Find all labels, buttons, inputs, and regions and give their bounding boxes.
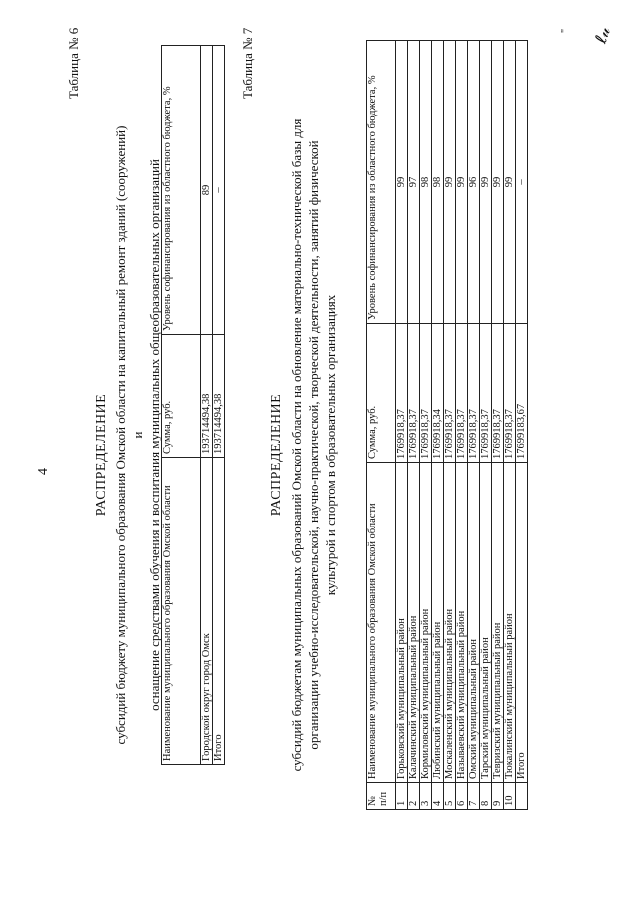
table6-header-name: Наименование муниципального образования Омской области	[162, 458, 201, 765]
table7-cell-level: 99	[444, 41, 456, 324]
table7	[366, 40, 528, 810]
table7-cell-level: 99	[504, 41, 516, 324]
table7-subtitle-line2: организации учебно-исследовательской, научно-практической, творческой деятельности, занятий физической	[306, 140, 321, 750]
table7-cell-no: 3	[420, 783, 432, 810]
table-row	[201, 46, 213, 765]
table7-cell-no: 1	[396, 783, 408, 810]
table7-cell-name: Тевризский муниципальный район	[492, 463, 504, 783]
table6-label: Таблица № 6	[66, 27, 81, 99]
table7-cell-name: Называевский муниципальный район	[456, 463, 468, 783]
table7-cell-name: Горьковский муниципальный район	[396, 463, 408, 783]
table6-subtitle-line1: субсидий бюджету муниципального образования Омской области на капитальный ремонт зданий (сооружений) и	[113, 125, 145, 745]
table7-cell-level: 99	[456, 41, 468, 324]
table6-subtitle	[112, 125, 163, 745]
table-row	[408, 41, 420, 810]
handwritten-mark: ℓ𝓊	[590, 24, 615, 46]
table7-subtitle-line1: субсидий бюджетам муниципальных образований Омской области на обновление материально-технической базы для	[289, 118, 304, 772]
table6-cell: –	[213, 46, 225, 335]
stray-mark: "	[560, 28, 571, 33]
table6-cell: 193714494,38	[213, 335, 225, 458]
table6-title: РАСПРЕДЕЛЕНИЕ	[94, 393, 109, 517]
table-row	[432, 41, 444, 810]
table-row	[504, 41, 516, 810]
table7-cell-no: 9	[492, 783, 504, 810]
table7-cell-level: 97	[408, 41, 420, 324]
table7-cell-level: 99	[396, 41, 408, 324]
table7-header-no: № п/п	[367, 783, 396, 810]
table-row	[420, 41, 432, 810]
table7-cell-no: 4	[432, 783, 444, 810]
table7-cell-level: 98	[432, 41, 444, 324]
table7-cell-sum: 17699183,67	[516, 324, 528, 463]
table7-cell-name: Итого	[516, 463, 528, 783]
table7-cell-name: Любинский муниципальный район	[432, 463, 444, 783]
table7-body	[396, 41, 528, 810]
table6-header-level: Уровень софинансирования из областного бюджета, %	[162, 46, 201, 335]
table-row	[162, 46, 201, 765]
table7-cell-sum: 1769918,37	[396, 324, 408, 463]
table7-cell-sum: 1769918,37	[456, 324, 468, 463]
table7-header-level: Уровень софинансирования из областного бюджета, %	[367, 41, 396, 324]
table7-cell-sum: 1769918,37	[420, 324, 432, 463]
page-number: 4	[36, 468, 51, 475]
table-row	[468, 41, 480, 810]
table7-cell-level: –	[516, 41, 528, 324]
table7-cell-level: 99	[492, 41, 504, 324]
table7-cell-name: Кормиловский муниципальный район	[420, 463, 432, 783]
table7-cell-level: 96	[468, 41, 480, 324]
table7-header-sum: Сумма, руб.	[367, 324, 396, 463]
table7-subtitle-line3: культурой и спортом в образовательных организациях	[323, 294, 338, 596]
table7-cell-no: 2	[408, 783, 420, 810]
table-row	[444, 41, 456, 810]
table-row	[492, 41, 504, 810]
table-row	[367, 41, 396, 810]
table7-cell-name: Тарский муниципальный район	[480, 463, 492, 783]
table7-cell-name: Омский муниципальный район	[468, 463, 480, 783]
table7-title: РАСПРЕДЕЛЕНИЕ	[269, 393, 284, 517]
table7-cell-sum: 1769918,37	[504, 324, 516, 463]
table7-cell-name: Москаленский муниципальный район	[444, 463, 456, 783]
table6-subtitle-line2: оснащение средствами обучения и воспитания муниципальных общеобразовательных организаций	[147, 159, 162, 711]
table7-cell-no: 6	[456, 783, 468, 810]
table7-cell-no: 5	[444, 783, 456, 810]
table-row	[456, 41, 468, 810]
table7-cell-name: Тюкалинский муниципальный район	[504, 463, 516, 783]
table7-cell-no: 7	[468, 783, 480, 810]
table7-cell-sum: 1769918,34	[432, 324, 444, 463]
table6-header-sum: Сумма, руб.	[162, 335, 201, 458]
table7-cell-no: 10	[504, 783, 516, 810]
table-total-row	[516, 41, 528, 810]
table7-cell-name: Калачинский муниципальный район	[408, 463, 420, 783]
table7-cell-sum: 1769918,37	[492, 324, 504, 463]
table6	[161, 45, 225, 765]
table7-cell-level: 98	[420, 41, 432, 324]
table7-label: Таблица № 7	[240, 27, 255, 99]
table7-cell-level: 99	[480, 41, 492, 324]
table-row	[396, 41, 408, 810]
table6-cell: Городской округ город Омск	[201, 458, 213, 765]
table6-cell: 193714494,38	[201, 335, 213, 458]
table-row	[480, 41, 492, 810]
table7-cell-sum: 1769918,37	[444, 324, 456, 463]
table-row	[213, 46, 225, 765]
table7-subtitle	[288, 85, 339, 805]
table7-header-name: Наименование муниципального образования Омской области	[367, 463, 396, 783]
table6-cell: Итого	[213, 458, 225, 765]
table6-cell: 89	[201, 46, 213, 335]
table7-cell-sum: 1769918,37	[408, 324, 420, 463]
table7-cell-sum: 1769918,37	[468, 324, 480, 463]
table7-cell-sum: 1769918,37	[480, 324, 492, 463]
table7-cell-no: 8	[480, 783, 492, 810]
table7-cell-no	[516, 783, 528, 810]
